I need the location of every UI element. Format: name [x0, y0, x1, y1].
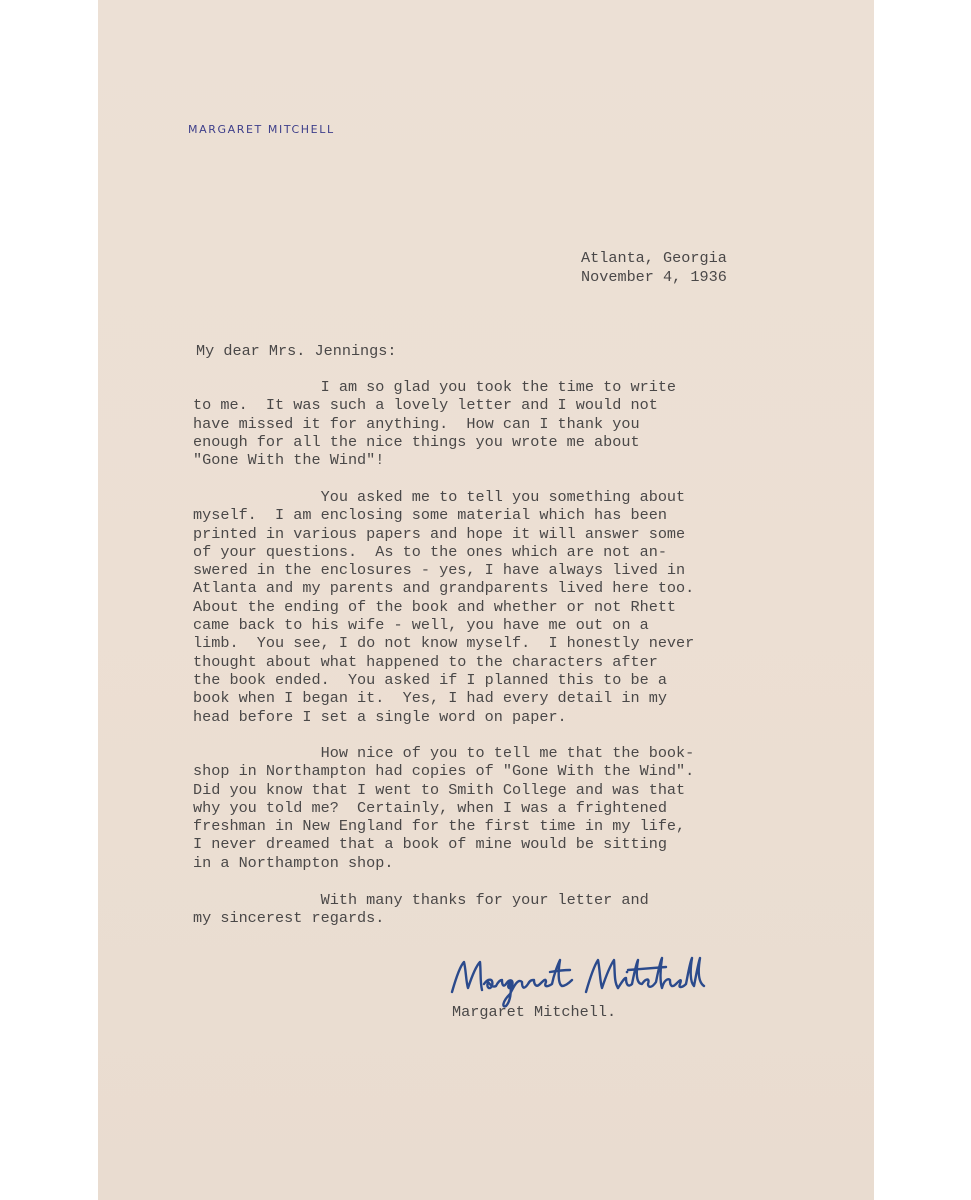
paragraph-1 [193, 378, 676, 469]
text-line: came back to his wife - well, you have me out on a [193, 616, 649, 635]
text-line: to me. It was such a lovely letter and I would not [193, 396, 658, 415]
text-line: With many thanks for your letter and [193, 891, 649, 909]
text-line: enough for all the nice things you wrote me about [193, 432, 640, 451]
text-line: head before I set a single word on paper. [193, 707, 567, 726]
paragraph-2 [193, 488, 694, 726]
text-line: swered in the enclosures - yes, I have always lived in [193, 561, 686, 580]
text-line: "Gone With the Wind"! [193, 451, 385, 470]
text-line: limb. You see, I do not know myself. I honestly never [193, 634, 695, 653]
text-line: book when I began it. Yes, I had every detail in my [193, 689, 667, 708]
text-line: my sincerest regards. [193, 909, 385, 928]
text-line: printed in various papers and hope it will answer some [193, 524, 686, 543]
text-line: freshman in New England for the first time in my life, [193, 817, 686, 836]
text-line: the book ended. You asked if I planned this to be a [193, 670, 667, 689]
text-line: I never dreamed that a book of mine would be sitting [193, 835, 667, 854]
letter-place: Atlanta, Georgia [581, 249, 727, 267]
text-line: have missed it for anything. How can I thank you [193, 414, 640, 433]
text-line: myself. I am enclosing some material which has been [193, 506, 667, 525]
letterhead: MARGARET MITCHELL [188, 123, 335, 136]
text-line: shop in Northampton had copies of "Gone With the Wind". [193, 762, 695, 781]
text-line: thought about what happened to the characters after [193, 652, 658, 671]
text-line: About the ending of the book and whether or not Rhett [193, 597, 677, 616]
typed-signature-name: Margaret Mitchell. [452, 1003, 617, 1021]
text-line: I am so glad you took the time to write [193, 378, 677, 396]
text-line: of your questions. As to the ones which are not an- [193, 542, 667, 561]
text-line: How nice of you to tell me that the book- [193, 744, 695, 762]
paragraph-4 [193, 891, 649, 928]
text-line: in a Northampton shop. [193, 853, 394, 872]
text-line: why you told me? Certainly, when I was a frightened [193, 798, 667, 817]
salutation: My dear Mrs. Jennings: [196, 342, 397, 360]
text-line: Atlanta and my parents and grandparents lived here too. [193, 579, 695, 598]
text-line: Did you know that I went to Smith College and was that [193, 780, 686, 799]
letter-date: November 4, 1936 [581, 268, 727, 286]
text-line: You asked me to tell you something about [193, 488, 686, 506]
handwritten-signature [448, 948, 708, 1010]
paragraph-3 [193, 744, 694, 872]
